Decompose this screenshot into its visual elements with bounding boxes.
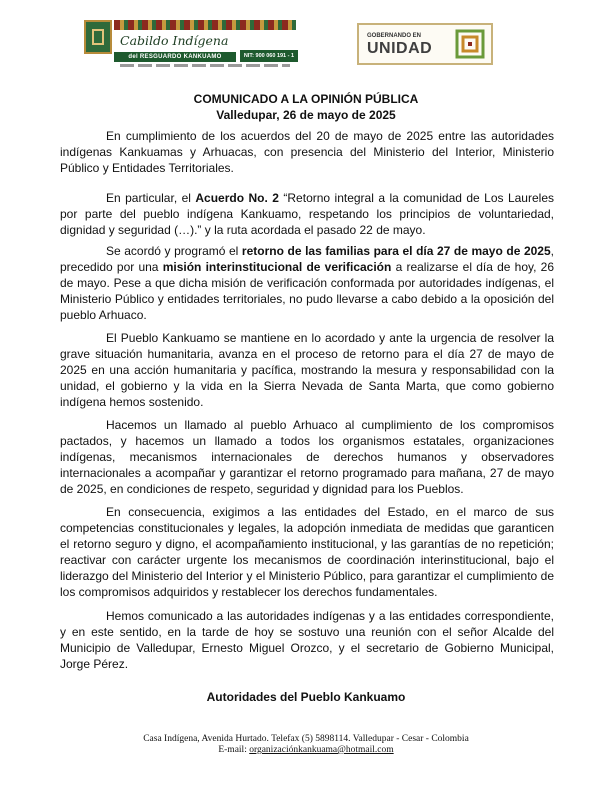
paragraph <box>60 608 554 672</box>
gobernando-en-unidad-logo <box>357 23 493 65</box>
paragraph <box>60 190 554 238</box>
paragraph <box>60 330 554 410</box>
signature: Autoridades del Pueblo Kankuamo <box>206 690 406 704</box>
paragraph <box>60 243 554 323</box>
text-run: El Pueblo Kankuamo se mantiene en lo acordado y ante la urgencia de resolver la grave situación humanitaria, avanza en el proceso de retorno para el día 27 de mayo de 2025 en una acción humanitaria y pacífica, mostrando la mesura y responsabilidad con la unidad, el gobierno y la vida en la Sierra Nevada de Santa Marta, que como gobierno indígena hemos sostenido. <box>60 331 554 410</box>
logo-nit: NIT: 900 060 191 - 1 <box>240 50 298 62</box>
cabildo-indigena-logo <box>84 18 296 72</box>
text-run: En consecuencia, exigimos a las entidades del Estado, en el marco de sus competencias constitucionales y legales, la adopción inmediata de medidas que garanticen el retorno seguro y digno, el acompañamiento institucional, y las garantías de no repetición; reactivar con carácter urgente los mecanismos de coordinación interinstitucional, bajo el liderazgo del Ministerio del Interior y el Ministerio Público, para garantizar el cumplimiento de los compromisos adquiridos y restablecer los derechos fundamentales. <box>60 505 554 600</box>
email-link[interactable]: organizaciónkankuama@hotmail.com <box>249 745 394 755</box>
paragraph <box>60 417 554 497</box>
spiral-icon <box>455 29 485 59</box>
logo-small-text <box>120 64 290 67</box>
text-run: , precedido por una <box>60 244 554 275</box>
email-label: E-mail: <box>218 745 250 755</box>
text-run: Hemos comunicado a las autoridades indígenas y a las entidades correspondiente, y en este sentido, en la tarde de hoy se sostuvo una reunión con el señor Alcalde del Municipio de Valledupar, Ernesto Miguel Orozco, y el secretario de Gobierno Municipal, Jorge Pérez. <box>60 609 554 672</box>
place-date: Valledupar, 26 de mayo de 2025 <box>216 108 396 122</box>
footer-address: Casa Indígena, Avenida Hurtado. Telefax (5) 5898114. Valledupar - Cesar - Colombia <box>143 734 469 744</box>
text-run: a realizarse el día de hoy, 26 de mayo. Pese a que dicha misión de verificación conformada por autoridades indígenas, el Ministerio Público y entidades territoriales, no pudo llevarse a cabo debido a la oposición del pueblo Arhuaco. <box>60 260 554 323</box>
paragraph <box>60 128 554 176</box>
logo-big-label: UNIDAD <box>367 40 433 57</box>
bold-text: misión interinstitucional de verificación <box>162 260 392 275</box>
cabildo-emblem-icon <box>84 20 112 54</box>
text-run: “Retorno integral a la comunidad de Los Laureles por parte del pueblo indígena Kankuamo, respetando los principios de voluntariedad, dignidad y seguridad (…).” y la ruta acordada el pasado 22 de mayo. <box>60 191 554 238</box>
bold-text: Acuerdo No. 2 <box>195 191 279 205</box>
text-run: Se acordó y programó el <box>106 244 242 258</box>
bold-text: retorno de las familias para el día 27 de mayo de 2025 <box>241 244 551 258</box>
logo-title: Cabildo Indígena <box>120 33 229 48</box>
logo-band: del RESGUARDO KANKUAMO <box>114 52 236 62</box>
text-run: En cumplimiento de los acuerdos del 20 de mayo de 2025 entre las autoridades indígenas Kankuamas y Arhuacas, con presencia del Ministerio del Interior, Ministerio Público y Entidades Territoriales. <box>60 129 554 176</box>
document-title: COMUNICADO A LA OPINIÓN PÚBLICA <box>193 92 419 106</box>
logo-small-label: GOBERNANDO EN <box>367 33 422 39</box>
footer-email-line <box>0 745 612 755</box>
text-run: En particular, el <box>106 191 196 205</box>
paragraph <box>60 504 554 601</box>
text-run: Hacemos un llamado al pueblo Arhuaco al cumplimiento de los compromisos pactados, y hacemos un llamado a todos los organismos estatales, organizaciones indígenas, mecanismos internacionales de derechos humanos y observadores internacionales a acompañar y garantizar el retorno programado para mañana, 27 de mayo de 2025, en condiciones de respeto, seguridad y dignidad para los Pueblos. <box>60 418 554 497</box>
logo-pattern-bar <box>114 20 296 30</box>
